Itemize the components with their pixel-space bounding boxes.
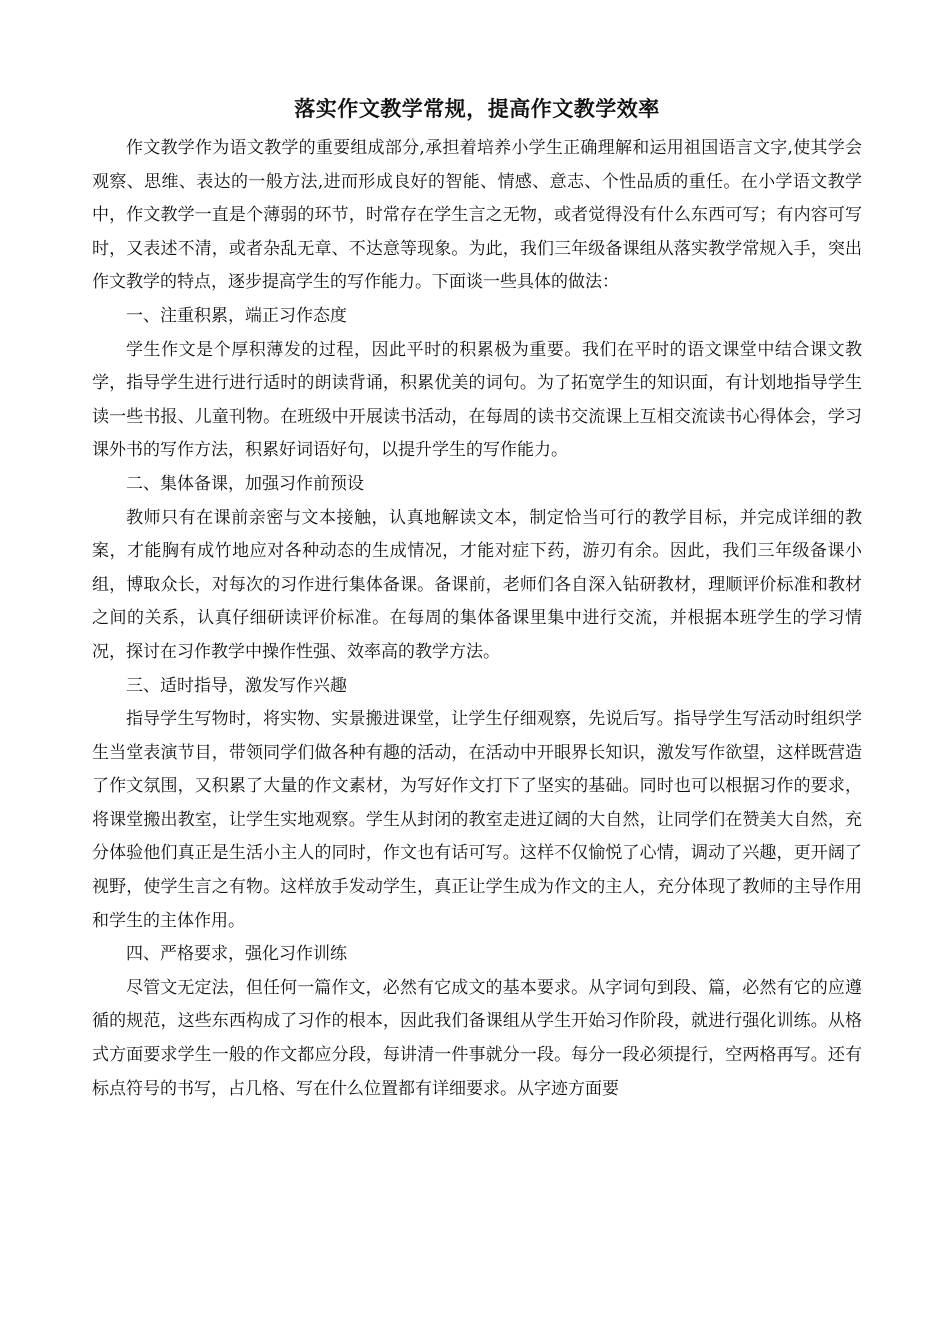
section-body-4: 尽管文无定法，但任何一篇作文，必然有它成文的基本要求。从字词句到段、篇，必然有它的应遵循的规范，这些东西构成了习作的根本，因此我们备课组从学生开始习作阶段，就进行强化训练。从格式方面要求学生一般的作文都应分段，每讲清一件事就分一段。每分一段必须提行，空两格再写。还有标点符号的书写，占几格、写在什么位置都有详细要求。从字迹方面要 [92, 977, 862, 1099]
document-page [92, 92, 862, 1106]
section-heading-3: 三、适时指导，激发写作兴趣 [126, 675, 347, 696]
section-body-1: 学生作文是个厚积薄发的过程，因此平时的积累极为重要。我们在平时的语文课堂中结合课文教学，指导学生进行进行适时的朗读背诵，积累优美的词句。为了拓宽学生的知识面，有计划地指导学生读一些书报、儿童刊物。在班级中开展读书活动，在每周的读书交流课上互相交流读书心得体会，学习课外书的写作方法，积累好词语好句，以提升学生的写作能力。 [92, 339, 862, 461]
section-body-3: 指导学生写物时，将实物、实景搬进课堂，让学生仔细观察，先说后写。指导学生写活动时组织学生当堂表演节目，带领同学们做各种有趣的活动，在活动中开眼界长知识，激发写作欲望，这样既营造了作文氛围，又积累了大量的作文素材，为写好作文打下了坚实的基础。同时也可以根据习作的要求，将课堂搬出教室，让学生实地观察。学生从封闭的教室走进辽阔的大自然，让同学们在赞美大自然，充分体验他们真正是生活小主人的同时，作文也有话可写。这样不仅愉悦了心情，调动了兴趣，更开阔了视野，使学生言之有物。这样放手发动学生，真正让学生成为作文的主人，充分体现了教师的主导作用和学生的主体作用。 [92, 709, 862, 931]
section-heading-1: 一、注重积累，端正习作态度 [126, 305, 347, 326]
section-heading-4: 四、严格要求，强化习作训练 [126, 944, 347, 965]
section-heading-2: 二、集体备课，加强习作前预设 [126, 473, 364, 494]
intro-paragraph: 作文教学作为语文教学的重要组成部分,承担着培养小学生正确理解和运用祖国语言文字,使其学会观察、思维、表达的一般方法,进而形成良好的智能、情感、意志、个性品质的重任。在小学语文教学中，作文教学一直是个薄弱的环节，时常存在学生言之无物，或者觉得没有什么东西可写；有内容可写时，又表述不清，或者杂乱无章、不达意等现象。为此，我们三年级备课组从落实教学常规入手，突出作文教学的特点，逐步提高学生的写作能力。下面谈一些具体的做法： [92, 138, 862, 293]
document-title: 落实作文教学常规，提高作文教学效率 [294, 96, 660, 121]
section-body-2: 教师只有在课前亲密与文本接触，认真地解读文本，制定恰当可行的教学目标，并完成详细的教案，才能胸有成竹地应对各种动态的生成情况，才能对症下药，游刃有余。因此，我们三年级备课小组，博取众长，对每次的习作进行集体备课。备课前，老师们各自深入钻研教材，理顺评价标准和教材之间的关系，认真仔细研读评价标准。在每周的集体备课里集中进行交流，并根据本班学生的学习情况，探讨在习作教学中操作性强、效率高的教学方法。 [92, 507, 862, 662]
